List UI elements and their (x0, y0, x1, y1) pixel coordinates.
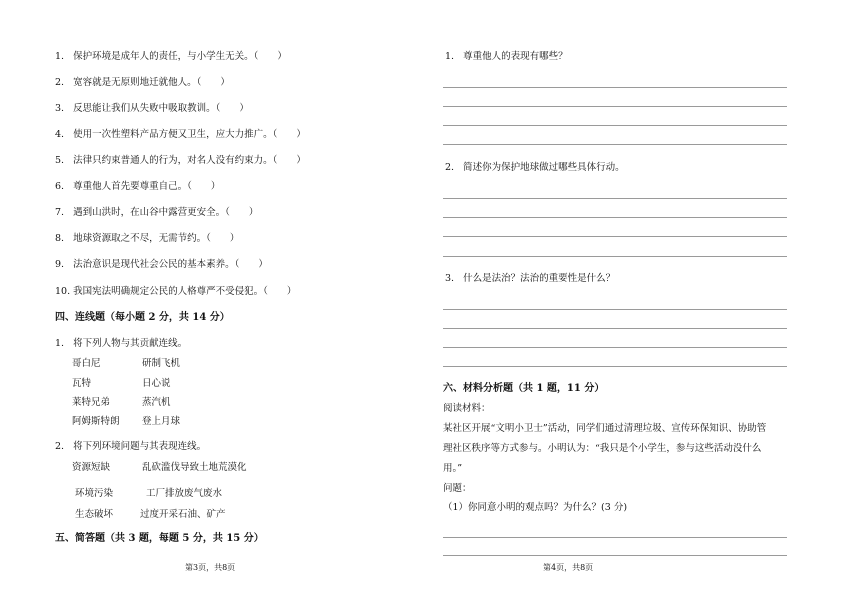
item-number: 1. (445, 51, 455, 62)
page-footer: 第3页，共8页 (185, 563, 236, 572)
item-text: 我国宪法明确规定公民的人格尊严不受侵犯。（ ） (73, 286, 297, 297)
match1-left-1: 哥白尼 (72, 358, 101, 369)
section-5-title: 五、简答题（共 3 题，每题 5 分，共 15 分） (55, 533, 264, 544)
material-text-line-1: 某社区开展“文明小卫士”活动，同学们通过清理垃圾、宣传环保知识、协助管 (443, 423, 767, 434)
match2-right-3: 过度开采石油、矿产 (140, 509, 226, 520)
item-number: 6. (55, 181, 65, 192)
answer-line (443, 366, 787, 367)
item-number: 1. (55, 338, 65, 349)
answer-line (443, 198, 787, 199)
item-text: 反思能让我们从失败中吸取教训。（ ） (73, 103, 249, 114)
item-number: 2. (55, 77, 65, 88)
match1-right-1: 研制飞机 (142, 358, 181, 369)
short-answer-question-3 (445, 273, 615, 285)
item-text: 使用一次性塑料产品方便又卫生，应大力推广。（ ） (73, 129, 306, 140)
item-number: 1. (55, 51, 65, 62)
item-number: 3. (55, 103, 65, 114)
item-number: 8. (55, 233, 65, 244)
tf-item-4 (55, 129, 306, 141)
item-number: 10. (55, 286, 71, 297)
answer-line (443, 328, 787, 329)
item-text: 法治意识是现代社会公民的基本素养。（ ） (73, 259, 268, 270)
material-text-line-2: 理社区秩序等方式参与。小明认为：“我只是个小学生，参与这些活动没什么 (443, 443, 762, 454)
item-number: 9. (55, 259, 65, 270)
tf-item-10 (55, 286, 296, 298)
match-question-2 (55, 441, 206, 453)
item-number: 7. (55, 207, 65, 218)
answer-line (443, 347, 787, 348)
match2-right-2: 工厂排放废气废水 (146, 488, 223, 499)
material-label: 阅读材料： (443, 403, 491, 414)
item-number: 3. (445, 273, 455, 284)
question-label: 问题： (443, 483, 472, 494)
tf-item-1 (55, 51, 287, 63)
item-text: 保护环境是成年人的责任，与小学生无关。（ ） (73, 51, 287, 62)
match1-left-3: 莱特兄弟 (72, 397, 111, 408)
answer-line (443, 256, 787, 257)
material-text-line-3: 用。” (443, 463, 463, 474)
right-page (430, 0, 860, 607)
match1-right-4: 登上月球 (142, 416, 181, 427)
answer-line (443, 537, 787, 538)
sub-question-1: （1）你同意小明的观点吗？为什么？(3 分) (443, 502, 628, 513)
match-question-1 (55, 338, 187, 350)
left-page (0, 0, 420, 607)
tf-item-5 (55, 155, 306, 167)
question-text: 简述你为保护地球做过哪些具体行动。 (463, 162, 625, 173)
match2-right-1: 乱砍滥伐导致土地荒漠化 (142, 462, 247, 473)
answer-line (443, 236, 787, 237)
answer-line (443, 217, 787, 218)
question-text: 什么是法治？法治的重要性是什么？ (463, 273, 616, 284)
tf-item-6 (55, 181, 220, 193)
match2-left-3: 生态破坏 (75, 509, 114, 520)
section-6-title: 六、材料分析题（共 1 题，11 分） (443, 383, 605, 394)
question-text: 尊重他人的表现有哪些？ (463, 51, 568, 62)
answer-line (443, 106, 787, 107)
answer-line (443, 87, 787, 88)
item-text: 尊重他人首先要尊重自己。（ ） (73, 181, 221, 192)
match1-left-4: 阿姆斯特朗 (72, 416, 120, 427)
match-prompt: 将下列人物与其贡献连线。 (73, 338, 188, 349)
short-answer-question-2 (445, 162, 625, 174)
answer-line (443, 555, 787, 556)
item-number: 2. (55, 441, 65, 452)
match2-left-1: 资源短缺 (72, 462, 111, 473)
item-text: 宽容就是无原则地迁就他人。（ ） (73, 77, 230, 88)
answer-line (443, 125, 787, 126)
page-footer: 第4页，共8页 (543, 563, 594, 572)
match-prompt: 将下列环境问题与其表现连线。 (73, 441, 207, 452)
item-number: 5. (55, 155, 65, 166)
item-text: 地球资源取之不尽，无需节约。（ ） (73, 233, 240, 244)
match1-left-2: 瓦特 (72, 378, 92, 389)
item-number: 2. (445, 162, 455, 173)
item-text: 遇到山洪时，在山谷中露营更安全。（ ） (73, 207, 259, 218)
match1-right-2: 日心说 (142, 378, 171, 389)
tf-item-9 (55, 259, 268, 271)
tf-item-3 (55, 103, 249, 115)
section-4-title: 四、连线题（每小题 2 分，共 14 分） (55, 312, 230, 323)
item-number: 4. (55, 129, 65, 140)
tf-item-8 (55, 233, 239, 245)
match2-left-2: 环境污染 (75, 488, 114, 499)
answer-line (443, 309, 787, 310)
tf-item-2 (55, 77, 230, 89)
match1-right-3: 蒸汽机 (142, 397, 171, 408)
answer-line (443, 144, 787, 145)
short-answer-question-1 (445, 51, 568, 63)
tf-item-7 (55, 207, 258, 219)
item-text: 法律只约束普通人的行为，对名人没有约束力。（ ） (73, 155, 306, 166)
